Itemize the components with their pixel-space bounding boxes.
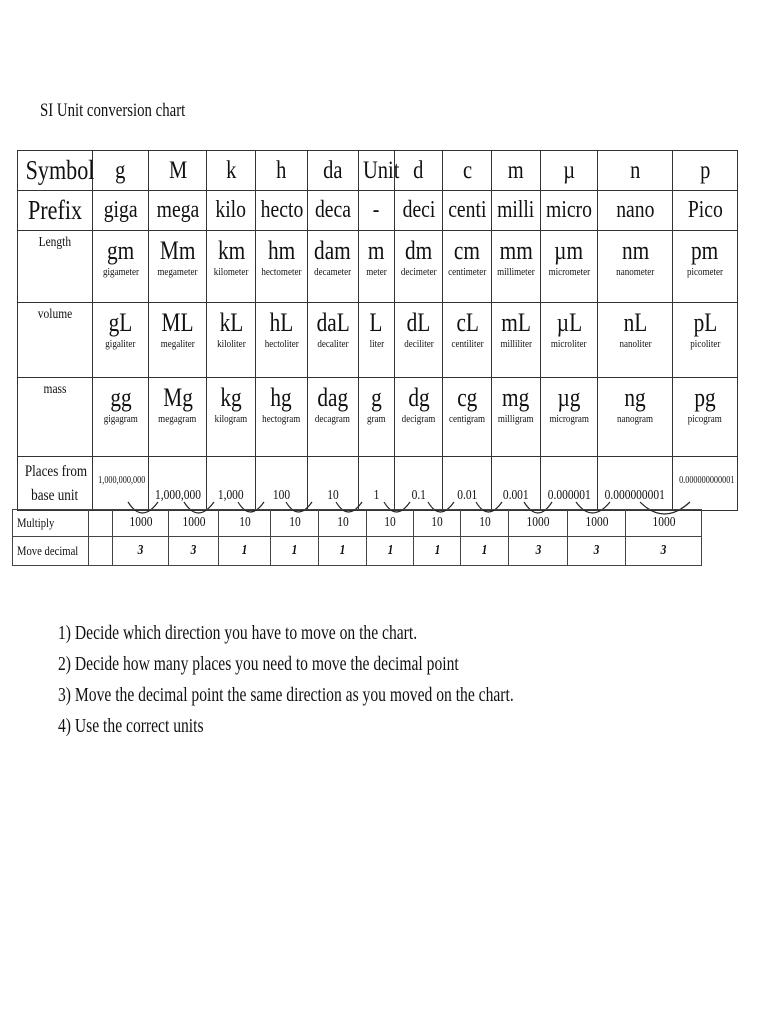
unit-cell: m meter xyxy=(358,231,394,303)
unit-cell: ML megaliter xyxy=(149,303,207,378)
symbol-cell: µ xyxy=(540,151,598,191)
unit-cell: cL centiliter xyxy=(443,303,492,378)
multiply-cell: 10 xyxy=(319,510,367,537)
mass-label: mass xyxy=(18,378,93,457)
length-label: Length xyxy=(18,231,93,303)
unit-cell: kL kiloliter xyxy=(206,303,255,378)
prefix-header: Prefix xyxy=(18,191,93,231)
places-cell: 100 xyxy=(256,457,307,511)
places-cell: 1,000,000 xyxy=(149,457,207,511)
move-decimal-cell: 3 xyxy=(568,537,626,566)
multiply-cell: 10 xyxy=(271,510,319,537)
instruction-step: 2) Decide how many places you need to move the decimal point xyxy=(58,653,459,675)
unit-cell: nm nanometer xyxy=(598,231,673,303)
move-decimal-cell: 1 xyxy=(271,537,319,566)
places-cell: 1,000,000,000 xyxy=(92,457,148,511)
multiply-cell: 10 xyxy=(414,510,461,537)
unit-cell: gL gigaliter xyxy=(92,303,148,378)
symbol-cell: m xyxy=(492,151,540,191)
multiply-cell: 1000 xyxy=(113,510,169,537)
unit-cell: mL milliliter xyxy=(492,303,540,378)
move-decimal-cell: 3 xyxy=(169,537,219,566)
unit-cell: cg centigram xyxy=(443,378,492,457)
unit-cell: pL picoliter xyxy=(673,303,738,378)
symbol-cell: n xyxy=(598,151,673,191)
places-cell: 0.000000001 xyxy=(598,457,673,511)
move-decimal-blank xyxy=(89,537,113,566)
unit-cell: daL decaliter xyxy=(307,303,358,378)
places-cell: 0.000001 xyxy=(540,457,598,511)
unit-cell: g gram xyxy=(358,378,394,457)
places-cell: 0.1 xyxy=(394,457,442,511)
symbol-row xyxy=(18,151,738,191)
unit-cell: dL deciliter xyxy=(394,303,442,378)
multiply-label: Multiply xyxy=(13,510,89,537)
symbol-cell: Unit xyxy=(358,151,394,191)
volume-row xyxy=(18,303,738,378)
places-cell: 0.000000000001 xyxy=(673,457,738,511)
prefix-cell: - xyxy=(358,191,394,231)
instructions-list xyxy=(58,618,642,742)
move-decimal-cell: 3 xyxy=(626,537,702,566)
unit-cell: Mg megagram xyxy=(149,378,207,457)
symbol-cell: c xyxy=(443,151,492,191)
move-decimal-cell: 1 xyxy=(367,537,414,566)
unit-cell: kg kilogram xyxy=(206,378,255,457)
symbol-cell: M xyxy=(149,151,207,191)
prefix-cell: deca xyxy=(307,191,358,231)
prefix-cell: centi xyxy=(443,191,492,231)
multiply-cell: 1000 xyxy=(169,510,219,537)
prefix-cell: deci xyxy=(394,191,442,231)
multiply-cell: 10 xyxy=(461,510,509,537)
unit-cell: µL microliter xyxy=(540,303,598,378)
length-row xyxy=(18,231,738,303)
unit-cell: hL hectoliter xyxy=(256,303,307,378)
symbol-cell: k xyxy=(206,151,255,191)
prefix-cell: kilo xyxy=(206,191,255,231)
places-cell: 0.001 xyxy=(492,457,540,511)
unit-cell: gg gigagram xyxy=(92,378,148,457)
unit-cell: gm gigameter xyxy=(92,231,148,303)
prefix-cell: mega xyxy=(149,191,207,231)
unit-cell: dm decimeter xyxy=(394,231,442,303)
symbol-cell: g xyxy=(92,151,148,191)
places-cell: 1,000 xyxy=(206,457,255,511)
instruction-step: 1) Decide which direction you have to move on the chart. xyxy=(58,622,418,644)
unit-cell: dag decagram xyxy=(307,378,358,457)
mass-row xyxy=(18,378,738,457)
multiply-row xyxy=(13,510,702,537)
multiply-blank xyxy=(89,510,113,537)
move-decimal-cell: 1 xyxy=(319,537,367,566)
places-cell: 10 xyxy=(307,457,358,511)
unit-cell: µm micrometer xyxy=(540,231,598,303)
places-cell: 0.01 xyxy=(443,457,492,511)
move-decimal-row xyxy=(13,537,702,566)
move-decimal-cell: 3 xyxy=(509,537,568,566)
chart-title: SI Unit conversion chart xyxy=(40,100,186,121)
unit-cell: hg hectogram xyxy=(256,378,307,457)
move-decimal-cell: 1 xyxy=(461,537,509,566)
multiply-cell: 10 xyxy=(367,510,414,537)
prefix-cell: giga xyxy=(92,191,148,231)
symbol-cell: h xyxy=(256,151,307,191)
unit-cell: L liter xyxy=(358,303,394,378)
unit-cell: dg decigram xyxy=(394,378,442,457)
unit-cell: hm hectometer xyxy=(256,231,307,303)
multiply-cell: 1000 xyxy=(509,510,568,537)
unit-cell: pm picometer xyxy=(673,231,738,303)
unit-cell: ng nanogram xyxy=(598,378,673,457)
places-cell: 1 xyxy=(358,457,394,511)
multiply-cell: 1000 xyxy=(568,510,626,537)
conversion-table xyxy=(17,150,738,511)
symbol-cell: p xyxy=(673,151,738,191)
unit-cell: km kilometer xyxy=(206,231,255,303)
places-header: Places from base unit xyxy=(18,457,93,511)
unit-cell: Mm megameter xyxy=(149,231,207,303)
unit-cell: dam decameter xyxy=(307,231,358,303)
prefix-cell: micro xyxy=(540,191,598,231)
prefix-cell: nano xyxy=(598,191,673,231)
unit-cell: cm centimeter xyxy=(443,231,492,303)
prefix-cell: milli xyxy=(492,191,540,231)
unit-cell: µg microgram xyxy=(540,378,598,457)
unit-cell: mg milligram xyxy=(492,378,540,457)
instruction-step: 4) Use the correct units xyxy=(58,715,204,737)
volume-label: volume xyxy=(18,303,93,378)
multiply-cell: 10 xyxy=(219,510,271,537)
prefix-cell: Pico xyxy=(673,191,738,231)
symbol-cell: da xyxy=(307,151,358,191)
instruction-step: 3) Move the decimal point the same direction as you moved on the chart. xyxy=(58,684,514,706)
unit-cell: mm millimeter xyxy=(492,231,540,303)
prefix-cell: hecto xyxy=(256,191,307,231)
symbol-cell: d xyxy=(394,151,442,191)
move-decimal-cell: 1 xyxy=(414,537,461,566)
unit-cell: pg picogram xyxy=(673,378,738,457)
multiply-table xyxy=(12,509,702,566)
move-decimal-label: Move decimal xyxy=(13,537,89,566)
places-row xyxy=(18,457,738,511)
symbol-header: Symbol xyxy=(18,151,93,191)
move-decimal-cell: 3 xyxy=(113,537,169,566)
prefix-row xyxy=(18,191,738,231)
multiply-cell: 1000 xyxy=(626,510,702,537)
unit-cell: nL nanoliter xyxy=(598,303,673,378)
move-decimal-cell: 1 xyxy=(219,537,271,566)
